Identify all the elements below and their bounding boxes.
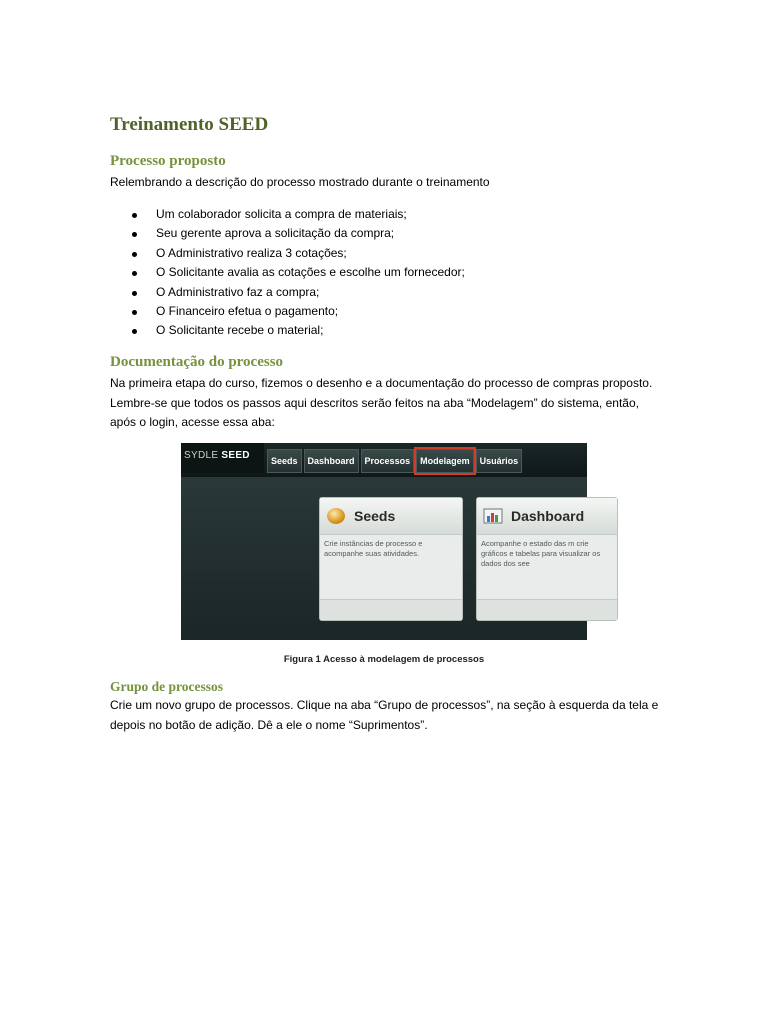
tab-dashboard[interactable]: Dashboard — [304, 449, 359, 473]
card-title: Dashboard — [511, 508, 585, 524]
bullet-icon — [132, 252, 137, 257]
document-title: Treinamento SEED — [110, 114, 269, 135]
process-steps-list — [110, 205, 670, 341]
bullet-icon — [132, 329, 137, 334]
figure-caption: Figura 1 Acesso à modelagem de processos — [283, 654, 485, 665]
tab-processos[interactable]: Processos — [361, 449, 415, 473]
list-item: O Solicitante avalia as cotações e escolhe um fornecedor; — [110, 263, 670, 282]
card-title: Seeds — [354, 508, 396, 524]
dashboard-card[interactable] — [476, 497, 618, 621]
figure-screenshot — [181, 443, 601, 640]
card-footer — [320, 599, 462, 620]
section-heading-processo-proposto: Processo proposto — [110, 153, 226, 169]
bullet-icon — [132, 213, 137, 218]
section-heading-grupo-de-processos: Grupo de processos — [110, 679, 224, 694]
seed-sphere-icon — [326, 507, 346, 525]
list-item: O Financeiro efetua o pagamento; — [110, 302, 670, 321]
dashboard-chart-icon — [483, 507, 503, 525]
section-paragraph: Na primeira etapa do curso, fizemos o desenho e a documentação do processo de compras proposto. Lembre-se que todos os passos aqui descritos serão feitos na aba “Modelagem” do sistema, então, após o login, acesse essa aba: — [110, 376, 653, 429]
list-item: Seu gerente aprova a solicitação da compra; — [110, 224, 670, 243]
bullet-icon — [132, 291, 137, 296]
card-header — [477, 498, 617, 535]
section-heading-documentacao: Documentação do processo — [110, 354, 284, 370]
seeds-card[interactable] — [319, 497, 463, 621]
app-top-bar — [181, 443, 587, 477]
card-description: Crie instâncias de processo e acompanhe suas atividades. — [324, 539, 423, 558]
list-item: O Administrativo realiza 3 cotações; — [110, 244, 670, 263]
section-intro: Relembrando a descrição do processo mostrado durante o treinamento — [110, 175, 490, 189]
list-item: O Administrativo faz a compra; — [110, 283, 670, 302]
app-tab-bar — [267, 449, 524, 473]
tab-usuarios[interactable]: Usuários — [476, 449, 523, 473]
card-footer — [477, 599, 617, 620]
list-item: Um colaborador solicita a compra de materiais; — [110, 205, 670, 224]
tab-seeds[interactable]: Seeds — [267, 449, 302, 473]
bullet-icon — [132, 310, 137, 315]
bullet-icon — [132, 271, 137, 276]
tab-modelagem[interactable]: Modelagem — [416, 449, 474, 473]
app-logo: SYDLE SEED — [181, 443, 264, 473]
card-header — [320, 498, 462, 535]
card-description: Acompanhe o estado das m crie gráficos e tabelas para visualizar os dados dos see — [481, 539, 601, 568]
section-paragraph: Crie um novo grupo de processos. Clique na aba “Grupo de processos”, na seção à esquerda da tela e depois no botão de adição. Dê a ele o nome “Suprimentos”. — [110, 698, 659, 732]
list-item: O Solicitante recebe o material; — [110, 321, 670, 340]
bullet-icon — [132, 232, 137, 237]
